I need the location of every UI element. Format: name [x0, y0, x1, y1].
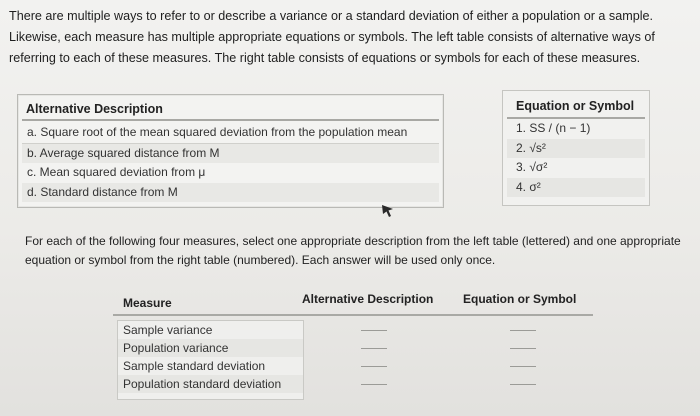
measure-row: Sample variance: [123, 323, 213, 337]
equation-answer-blank[interactable]: [510, 330, 536, 331]
description-answer-blank[interactable]: [361, 384, 387, 385]
measure-row: Sample standard deviation: [123, 359, 266, 373]
equation-answer-blank[interactable]: [510, 384, 536, 385]
equation-column-header: Equation or Symbol: [463, 292, 577, 306]
measure-matching-table: [113, 284, 593, 404]
measure-column-header: Measure: [123, 296, 172, 310]
equation-symbol-table: [502, 90, 650, 206]
equation-answer-blank[interactable]: [510, 366, 536, 367]
description-row: b. Average squared distance from M: [22, 144, 439, 164]
intro-text: There are multiple ways to refer to or describe a variance or a standard deviation of either a population or a sample. Likewise, each measure has multiple appropriate equations or symbols. The left table consists of alternative ways of referring to each of these measures. The right table consists of equations or symbols for each of these measures.: [9, 9, 655, 65]
equation-row: 1. SS / (n − 1): [516, 121, 591, 135]
measure-row: Population variance: [118, 339, 303, 357]
description-answer-blank[interactable]: [361, 330, 387, 331]
instructions-text: For each of the following four measures, select one appropriate description from the left table (lettered) and one appropriate equation or symbol from the right table (numbered). Each answer will be used only once.: [25, 234, 681, 267]
mouse-pointer-icon: [381, 204, 395, 218]
equation-row: 2. √s²: [507, 139, 645, 159]
alternative-description-table: [17, 94, 444, 208]
measure-table-header: [113, 284, 593, 316]
equation-row: 3. √σ²: [516, 160, 548, 174]
description-answer-blank[interactable]: [361, 366, 387, 367]
equation-answer-blank[interactable]: [510, 348, 536, 349]
description-row: d. Standard distance from M: [22, 183, 439, 203]
description-column-header: Alternative Description: [302, 292, 434, 306]
description-row: a. Square root of the mean squared deviation from the population mean: [22, 123, 439, 144]
alternative-description-header: Alternative Description: [22, 95, 439, 121]
description-answer-blank[interactable]: [361, 348, 387, 349]
measure-row: Population standard deviation: [118, 375, 303, 393]
measure-list: [117, 320, 304, 400]
equation-row: 4. σ²: [507, 178, 645, 198]
description-row: c. Mean squared deviation from μ: [27, 165, 206, 179]
equation-symbol-header: Equation or Symbol: [507, 91, 645, 119]
